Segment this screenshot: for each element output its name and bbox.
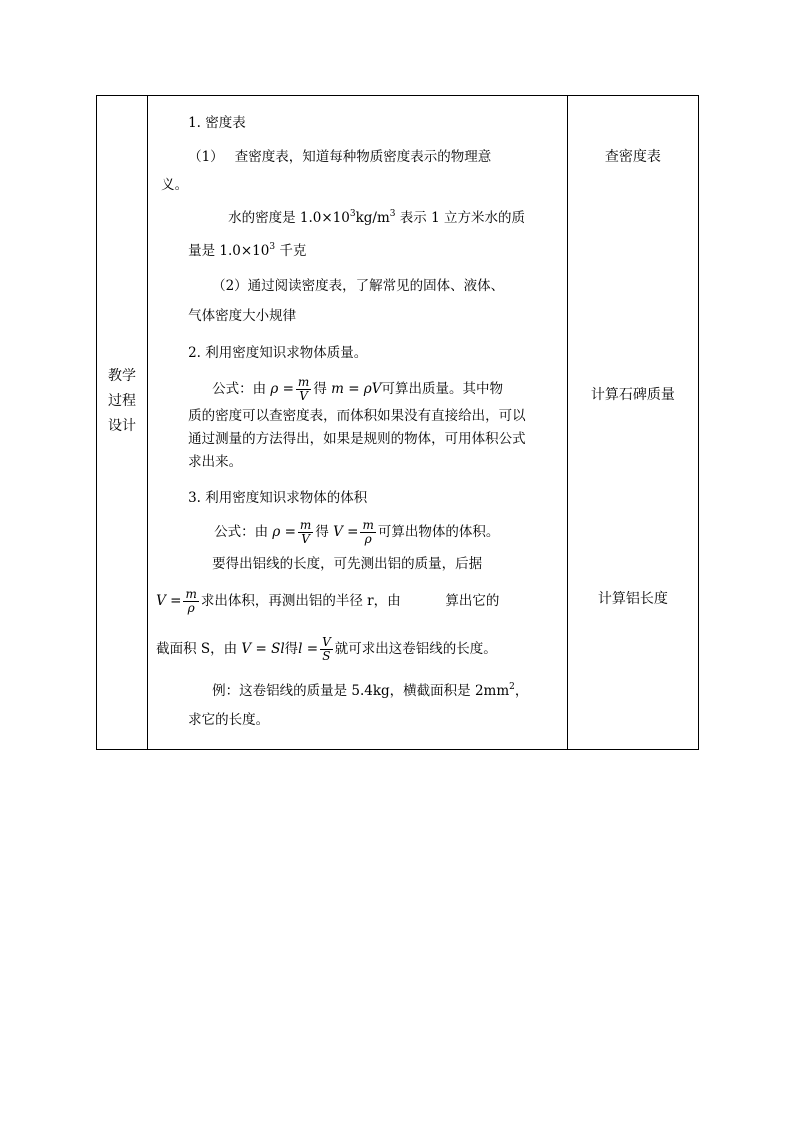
formula-length: l =	[298, 641, 319, 657]
note-check-density-table: 查密度表	[604, 149, 661, 165]
fraction: $\frac{V}{S}$	[322, 635, 331, 663]
mass-formula-line: 公式：由 ρ = $\frac{m}{V}$ 得 m = ρV可算出质量。其中物	[212, 375, 503, 403]
section-3-text: V = $\frac{m}{\rho}$ 求出体积，再测出铝的半径 r，由 算出它的	[156, 587, 500, 615]
section-2-text: 质的密度可以查密度表，而体积如果没有直接给出，可以	[188, 408, 526, 424]
fraction: $\frac{m}{\rho}$	[185, 587, 197, 615]
section-3-title: 3. 利用密度知识求物体的体积	[188, 490, 368, 506]
lesson-table	[96, 95, 699, 750]
example-line: 求它的长度。	[188, 712, 270, 728]
notes-cell	[567, 96, 698, 750]
fraction: $\frac{m}{\rho}$	[362, 518, 374, 546]
section-3-text: 截面积 S，由 V = Sl得l = $\frac{V}{S}$ 就可求出这卷铝线的长度。	[156, 635, 497, 663]
fraction: $\frac{m}{V}$	[299, 518, 312, 546]
content-cell	[148, 96, 568, 750]
water-density-line: 水的密度是 $1.0\times 10^3kg/m^3$ 表示 1 立方米水的质	[228, 209, 525, 226]
formula-volume: V =	[156, 593, 182, 609]
fraction: $\frac{m}{V}$	[297, 375, 310, 403]
section-3-text: 要得出铝线的长度，可先测出铝的质量，后据	[212, 556, 483, 572]
note-calc-aluminum-length: 计算铝长度	[597, 591, 668, 607]
section-1-paragraph-1: （1） 查密度表，知道每种物质密度表示的物理意	[188, 149, 492, 165]
row-label-line: 设计	[108, 418, 137, 434]
section-2-text: 求出来。	[188, 454, 243, 470]
row-label-line: 过程	[108, 393, 137, 409]
example-line: 例：这卷铝线的质量是 5.4kg，横截面积是 $2mm^2$，	[212, 682, 529, 699]
row-label-cell	[97, 96, 148, 750]
formula-density: ρ =	[270, 381, 294, 397]
water-density-line: 量是 $1.0\times 10^3$ 千克	[188, 242, 307, 259]
formula-volume: V =	[333, 524, 359, 540]
row-label-line: 教学	[108, 368, 137, 384]
formula-mass: m = ρV	[331, 381, 382, 397]
section-1-title: 1. 密度表	[188, 115, 246, 131]
volume-formula-line: 公式：由 ρ = $\frac{m}{V}$ 得 V = $\frac{m}{\rho}$ 可算出物体的体积。	[214, 518, 500, 546]
note-calc-stele-mass: 计算石碑质量	[590, 387, 675, 403]
row-label	[97, 364, 147, 439]
section-1-paragraph-1: 义。	[161, 177, 189, 193]
section-2-text: 通过测量的方法得出，如果是规则的物体，可用体积公式	[188, 431, 526, 447]
formula-volume: V = Sl	[241, 641, 285, 657]
section-1-paragraph-2: 气体密度大小规律	[188, 308, 297, 324]
formula-density: ρ =	[272, 524, 296, 540]
section-2-title: 2. 利用密度知识求物体质量。	[188, 345, 368, 361]
table-row	[97, 96, 699, 750]
section-1-paragraph-2: （2）通过阅读密度表，了解常见的固体、液体、	[212, 278, 505, 294]
